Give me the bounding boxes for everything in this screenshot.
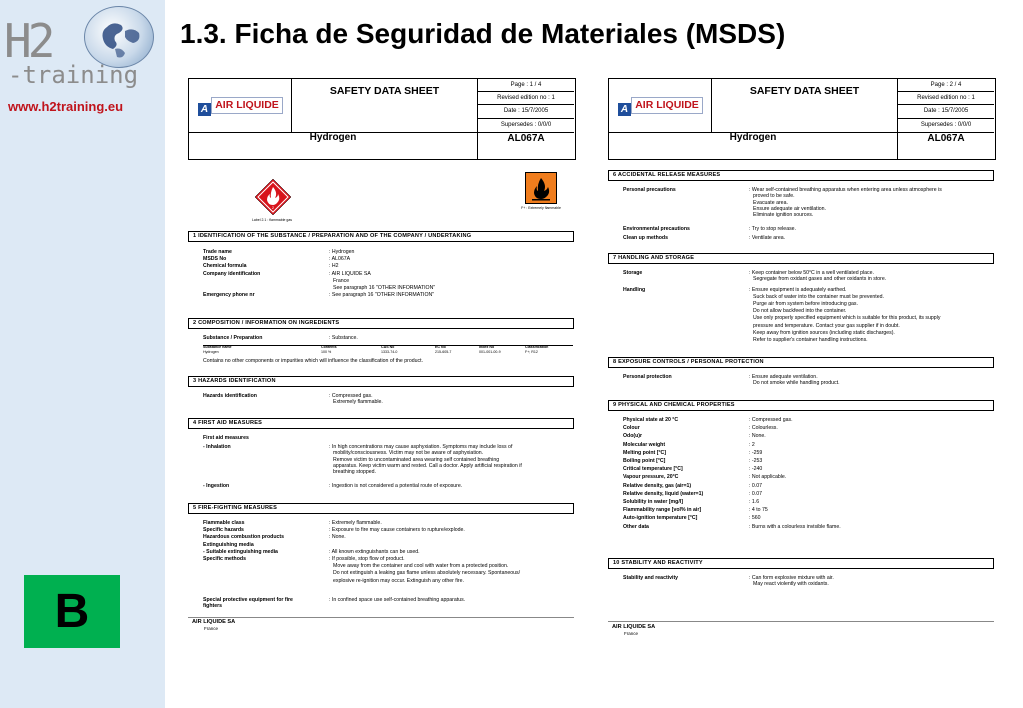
field-label: MSDS No — [203, 256, 227, 263]
text-line: proved to be safe. — [753, 193, 795, 200]
field-value: : -259 — [749, 449, 763, 456]
field-value: : Substance. — [329, 335, 358, 341]
field-label: Company identification — [203, 270, 261, 277]
sheet-title: SAFETY DATA SHEET — [712, 79, 898, 133]
section-4-header: 4 FIRST AID MEASURES — [188, 418, 574, 429]
page-number: Page : 1 / 4 — [478, 79, 574, 92]
field-value: : Colourless. — [749, 425, 778, 432]
field-value: See paragraph 16 "OTHER INFORMATION" — [333, 285, 436, 291]
cell-classification: F+; R12 — [525, 350, 538, 354]
field-value: Move away from the container and cool with water from a protected position. — [333, 563, 509, 570]
field-label: Colour — [623, 425, 640, 432]
text-line: : In high concentrations may cause asphyxiation. Symptoms may include loss of — [329, 444, 513, 450]
product-code: AL067A — [927, 133, 965, 144]
option-badge: B — [24, 575, 120, 648]
field-value: : In confined space use self-contained breathing apparatus. — [329, 597, 466, 603]
field-value: : -240 — [749, 466, 763, 473]
footer-company: AIR LIQUIDE SA — [612, 624, 656, 630]
col-index: Index No — [479, 345, 495, 349]
air-liquide-logo — [609, 79, 712, 133]
field-value: : Not applicable. — [749, 474, 787, 481]
sidebar — [0, 0, 165, 708]
field-value: : AIR LIQUIDE SA — [329, 270, 371, 277]
field-label: Special protective equipment for fire — [203, 597, 293, 603]
sheet-title: SAFETY DATA SHEET — [292, 79, 478, 133]
cell-ec: 215-605-7 — [435, 350, 452, 354]
field-label: fighters — [203, 603, 223, 609]
cell-contents: 100 % — [321, 350, 332, 354]
footer-company: AIR LIQUIDE SA — [192, 619, 236, 625]
footer-divider — [608, 621, 994, 622]
field-label: Clean up methods — [623, 235, 668, 241]
air-liquide-mark-icon: A — [618, 103, 631, 116]
field-value: : 4 to 75 — [749, 507, 768, 514]
text-line: Remove victim to uncontaminated area wearing self contained breathing — [333, 456, 500, 463]
field-value: : Extremely flammable. — [329, 520, 382, 526]
text-line: mobility/consciousness. Victim may not be aware of asphyxiation. — [333, 450, 484, 457]
field-value: : See paragraph 16 "OTHER INFORMATION" — [329, 292, 435, 299]
field-label: Other data — [623, 523, 649, 530]
logo-training-text: -training — [8, 61, 139, 89]
field-label: Emergency phone nr — [203, 292, 255, 299]
page-title: 1.3. Ficha de Seguridad de Materiales (MSDS) — [180, 18, 786, 49]
revised-edition: Revised edition no : 1 — [478, 92, 574, 105]
revised-edition: Revised edition no : 1 — [898, 92, 994, 105]
section-6-header: 6 ACCIDENTAL RELEASE MEASURES — [608, 170, 994, 181]
text-line: apparatus. Keep victim warm and rested. Call a doctor. Apply artificial respiration if — [333, 462, 522, 469]
text-line: : Ensure adequate ventilation. — [749, 374, 818, 380]
text-line: : Can form explosive mixture with air. — [749, 575, 834, 581]
field-label: Auto-ignition temperature [°C] — [623, 515, 698, 522]
sheet-header — [188, 78, 576, 160]
field-value: Extremely flammable. — [333, 399, 383, 405]
text-line: Segregate from oxidant gases and other oxidants in store. — [753, 276, 887, 283]
field-label: - Ingestion — [203, 483, 230, 489]
field-label: Personal precautions — [623, 187, 676, 193]
text-line: Ensure adequate air ventilation. — [753, 205, 826, 212]
section-8-header: 8 EXPOSURE CONTROLS / PERSONAL PROTECTION — [608, 357, 994, 368]
field-value: Do not extinguish a leaking gas flame unless absolutely necessary. Spontaneous/ — [333, 570, 521, 577]
text-line: Eliminate ignition sources. — [753, 212, 814, 219]
section-3-header: 3 HAZARDS IDENTIFICATION — [188, 376, 574, 387]
section-1-header: 1 IDENTIFICATION OF THE SUBSTANCE / PREPARATION AND OF THE COMPANY / UNDERTAKING — [188, 231, 574, 242]
field-value: explosive re-ignition may occur. Extinguish any other fire. — [333, 577, 464, 584]
field-value: : Ingestion is not considered a potential route of exposure. — [329, 483, 463, 489]
field-value: : None. — [749, 433, 766, 440]
field-label: Substance / Preparation — [203, 335, 263, 341]
col-ec: EC No — [435, 345, 446, 349]
brand-name: AIR LIQUIDE — [211, 97, 283, 114]
field-value: : AL067A — [329, 256, 351, 263]
field-label: Environmental precautions — [623, 226, 690, 232]
text-line: breathing stopped. — [333, 469, 376, 476]
section-9-header: 9 PHYSICAL AND CHEMICAL PROPERTIES — [608, 400, 994, 411]
page-number: Page : 2 / 4 — [898, 79, 994, 92]
field-value: : H2 — [329, 263, 339, 270]
field-label: Melting point [°C] — [623, 449, 666, 456]
text-line: May react violently with oxidants. — [753, 581, 829, 588]
field-label: Hazardous combustion products — [203, 534, 284, 541]
field-value: : 0.07 — [749, 490, 762, 497]
field-label: Personal protection — [623, 374, 672, 380]
field-value: : -253 — [749, 458, 763, 464]
field-label: Extinguishing media — [203, 541, 254, 548]
supersedes: Supersedes : 0/0/0 — [920, 121, 972, 128]
text-line: Evacuate area. — [753, 199, 788, 206]
logo-h2-text: H2 — [4, 14, 52, 68]
sheet-meta — [478, 79, 574, 133]
svg-text:2: 2 — [271, 205, 275, 210]
field-label: Storage — [623, 270, 643, 276]
sheet-header — [608, 78, 996, 160]
globe-icon — [84, 6, 154, 68]
field-value: : 0.07 — [749, 482, 762, 489]
field-label: Solubility in water [mg/l] — [623, 499, 683, 505]
text-line: Use only properly specified equipment which is suitable for this product, its supply — [753, 315, 941, 322]
cell-substance: Hydrogen — [203, 350, 219, 354]
website-link[interactable]: www.h2training.eu — [8, 99, 124, 114]
text-line: Do not smoke while handling product. — [753, 380, 840, 387]
field-label: Chemical formula — [203, 263, 247, 270]
text-line: : Wear self-contained breathing apparatus when entering area unless atmosphere is — [749, 187, 942, 193]
field-value: : 1.6 — [749, 499, 760, 505]
field-label: Odo(u)r — [623, 433, 643, 440]
text-line: Purge air from system before introducing gas. — [753, 301, 858, 308]
field-label: Vapour pressure, 20°C — [623, 474, 679, 481]
section-7-header: 7 HANDLING AND STORAGE — [608, 253, 994, 264]
field-label: Flammability range [vol% in air] — [623, 507, 702, 514]
text-line: pressure and temperature. Contact your gas supplier if in doubt. — [753, 322, 900, 329]
col-contents: Contents — [321, 345, 337, 349]
text-line: Suck back of water into the container must be prevented. — [753, 294, 884, 301]
flame-icon — [525, 172, 557, 204]
flammable-gas-diamond-icon — [254, 178, 292, 216]
text-line: Refer to supplier's container handling instructions. — [753, 336, 868, 343]
field-value: : Compressed gas. — [749, 417, 793, 423]
text-line: Do not allow backfeed into the container. — [753, 308, 847, 315]
composition-note: Contains no other components or impurities which will influence the classification of the product. — [203, 358, 424, 364]
supersedes: Supersedes : 0/0/0 — [500, 121, 552, 128]
field-label: - Suitable extinguishing media — [203, 548, 278, 555]
field-value: : If possible, stop flow of product. — [329, 556, 405, 562]
col-cas: CAS No — [381, 345, 395, 349]
field-value: France — [333, 277, 350, 284]
pictogram-left-label: Label 2.1 : flammable gas — [251, 218, 293, 222]
field-label: Trade name — [203, 249, 232, 255]
footer-country: France — [624, 631, 639, 636]
cell-cas: 1333-74-0 — [381, 350, 398, 354]
field-label: Specific hazards — [203, 527, 244, 534]
field-label: Handling — [623, 287, 646, 293]
field-label: - Inhalation — [203, 444, 231, 450]
field-label: Flammable class — [203, 520, 245, 526]
field-value: : Compressed gas. — [329, 393, 373, 399]
field-value: : 560 — [749, 515, 761, 522]
msds-page-2 — [608, 78, 996, 638]
air-liquide-mark-icon: A — [198, 103, 211, 116]
field-label: Relative density, liquid (water=1) — [623, 490, 704, 497]
field-label: Relative density, gas (air=1) — [623, 482, 692, 489]
product-name: Hydrogen — [609, 133, 898, 159]
text-line: Keep away from ignition sources (including static discharges). — [753, 329, 895, 336]
field-label: Specific methods — [203, 556, 246, 562]
footer-divider — [188, 617, 574, 618]
field-value: : Exposure to fire may cause containers to rupture/explode. — [329, 527, 465, 534]
field-label: Critical temperature [°C] — [623, 466, 683, 473]
ingredients-table-header — [203, 345, 573, 349]
section-5-header: 5 FIRE-FIGHTING MEASURES — [188, 503, 574, 514]
section-2-header: 2 COMPOSITION / INFORMATION ON INGREDIENTS — [188, 318, 574, 329]
cell-index: 001-001-00-9 — [479, 350, 501, 354]
brand-name: AIR LIQUIDE — [631, 97, 703, 114]
field-label: Physical state at 20 °C — [623, 417, 679, 423]
field-value: : Try to stop release. — [749, 226, 796, 232]
h2training-logo[interactable] — [4, 4, 160, 90]
field-label: Hazards identification — [203, 393, 257, 399]
msds-page-1 — [188, 78, 576, 638]
sheet-date: Date : 15/7/2005 — [478, 105, 574, 118]
field-value: : All known extinguishants can be used. — [329, 548, 420, 555]
field-value: : Burns with a colourless invisible flame. — [749, 523, 841, 530]
product-code: AL067A — [507, 133, 545, 144]
sheet-meta — [898, 79, 994, 133]
field-value: : 2 — [749, 441, 755, 448]
hazard-pictograms — [188, 170, 576, 226]
col-substance: Substance name — [203, 345, 232, 349]
text-line: : Ensure equipment is adequately earthed. — [749, 287, 847, 293]
product-name: Hydrogen — [189, 133, 478, 159]
section-10-header: 10 STABILITY AND REACTIVITY — [608, 558, 994, 569]
col-classification: Classification — [525, 345, 549, 349]
field-label: Boiling point [°C] — [623, 458, 666, 464]
text-line: : Keep container below 50°C in a well ventilated place. — [749, 270, 874, 276]
footer-country: France — [204, 626, 219, 631]
field-label: Molecular weight — [623, 441, 666, 448]
field-value: : None. — [329, 534, 346, 541]
field-label: First aid measures — [203, 435, 249, 441]
sheet-date: Date : 15/7/2005 — [898, 105, 994, 118]
pictogram-right-label: F+ : Extremely flammable — [521, 206, 561, 210]
air-liquide-logo — [189, 79, 292, 133]
field-label: Stability and reactivity — [623, 575, 679, 581]
field-value: : Hydrogen — [329, 249, 355, 255]
field-value: : Ventilate area. — [749, 235, 786, 241]
